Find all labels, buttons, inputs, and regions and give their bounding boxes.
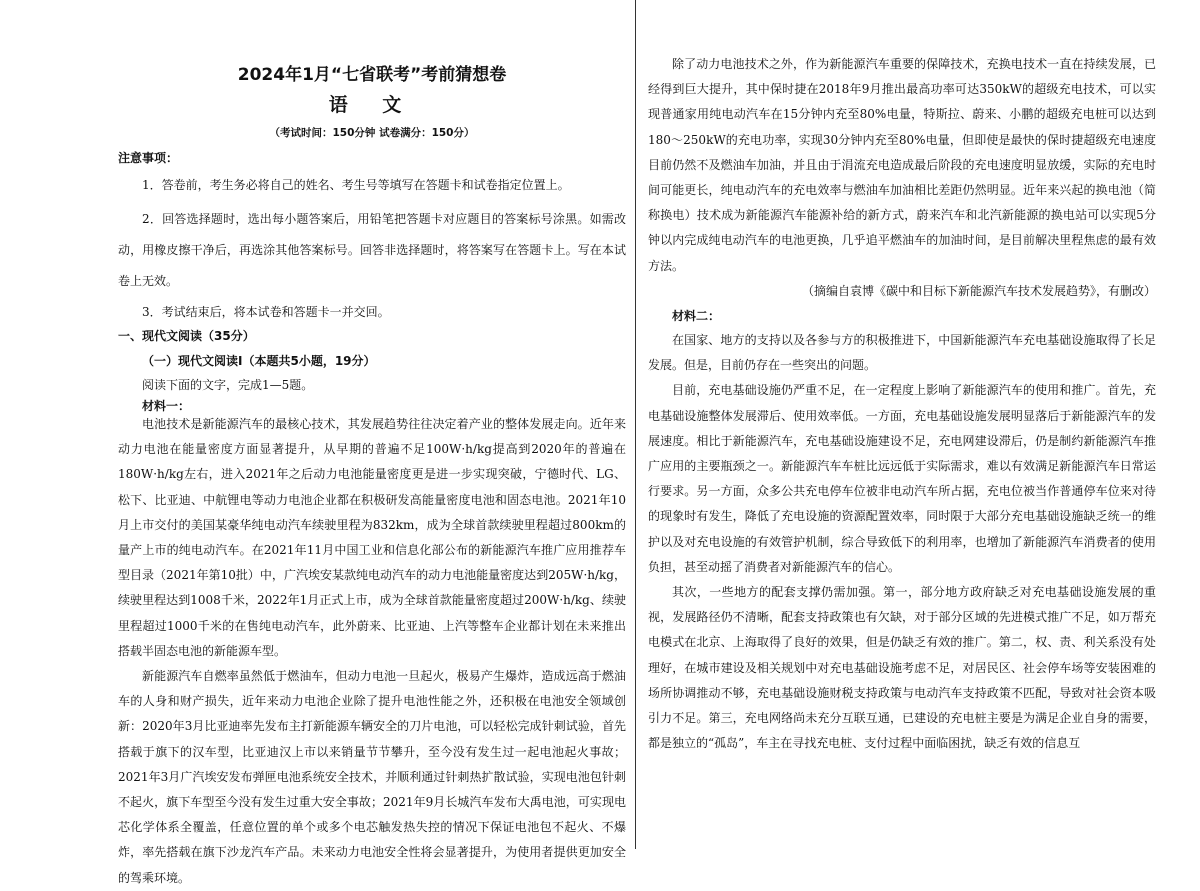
exam-title: 2024年1月“七省联考”考前猜想卷 [237, 65, 507, 85]
instruction-text: 阅读下面的文字，完成1—5题。 [142, 378, 314, 392]
section-subheading: （一）现代文阅读Ⅰ（本题共5小题，19分） [142, 354, 376, 368]
notice-item: 3．考试结束后，将本试卷和答题卡一并交回。 [142, 305, 390, 319]
material1-body [118, 412, 626, 891]
material1-paragraph: 新能源汽车自燃率虽然低于燃油车，但动力电池一旦起火，极易产生爆炸，造成远高于燃油车的人身和财产损失，近年来动力电池企业除了提升电池性能之外，还积极在电池安全领域创新：2020年3月比亚迪率先发布主打新能源车辆安全的刀片电池，可以轻松完成针刺试验，首先搭载于旗下的汉车型，比亚迪汉上市以来销量节节攀升，至今没有发生过一起电池起火事故；2021年3月广汽埃安发布弹匣电池系统安全技术，并顺利通过针刺热扩散试验，实现电池包针刺不起火，旗下车型至今没有发生过重大安全事故；2021年9月长城汽车发布大禹电池，可实现电芯化学体系全覆盖，任意位置的单个或多个电芯触发热失控的情况下保证电池包不起火、不爆炸，率先搭载在旗下沙龙汽车产品。未来动力电池安全性将会显著提升，为使用者提供更加安全的驾乘环境。 [118, 669, 626, 885]
instruction [118, 373, 626, 397]
notice-heading: 注意事项： [118, 151, 179, 165]
section-heading: 一、现代文阅读（35分） [118, 329, 255, 343]
material2-paragraph: 其次，一些地方的配套支撑仍需加强。第一，部分地方政府缺乏对充电基础设施发展的重视，发展路径仍不清晰，配套支持政策也有欠缺，对于部分区域的先进模式推广不足，如万帮充电模式在北京、上海取得了良好的效果，但是仍缺乏有效的推广。第二，权、责、利关系没有处理好，在城市建设及相关规划中对充电基础设施考虑不足，对居民区、社会停车场等安装困难的场所协调推动不够，充电基础设施财税支持政策与电动汽车支持政策不匹配，导致对社会资本吸引力不足。第三，充电网络尚未充分互联互通，已建设的充电桩主要是为满足企业自身的需要，都是独立的“孤岛”，车主在寻找充电桩、支付过程中面临困扰，缺乏有效的信息互 [648, 585, 1156, 751]
material1-paragraph: 除了动力电池技术之外，作为新能源汽车重要的保障技术，充换电技术一直在持续发展，已经得到巨大提升，其中保时捷在2018年9月推出最高功率可达350kW的超级充电技术，可以实现普通家用纯电动汽车在15分钟内充至80%电量，特斯拉、蔚来、小鹏的超级充电桩可以达到180～250kW的充电功率，实现30分钟内充至80%电量，但即使是最快的保时捷超级充电速度目前仍然不及燃油车加油，并且由于涓流充电造成最后阶段的充电速度明显放缓，实际的充电时间可能更长，纯电动汽车的充电效率与燃油车加油相比差距仍然明显。近年来兴起的换电池（简称换电）技术成为新能源汽车能源补给的新方式，蔚来汽车和北汽新能源的换电站可以实现5分钟以内完成纯电动汽车的电池更换，几乎追平燃油车的加油时间，是目前解决里程焦虑的最有效方法。 [648, 57, 1156, 273]
material1-label: 材料一： [142, 399, 191, 413]
material1-paragraph: 电池技术是新能源汽车的最核心技术，其发展趋势往往决定着产业的整体发展走向。近年来动力电池在能量密度方面显著提升，从早期的普遍不足100W·h/kg提高到2020年的普遍在180W·h/kg左右，进入2021年之后动力电池能量密度更是进一步实现突破，宁德时代、LG、松下、比亚迪、中航锂电等动力电池企业都在积极研发高能量密度电池和固态电池。2021年10月上市交付的美国某豪华纯电动汽车续驶里程为832km，成为全球首款续驶里程超过800km的量产上市的纯电动汽车。在2021年11月中国工业和信息化部公布的新能源汽车推广应用推荐车型目录（2021年第10批）中，广汽埃安某款纯电动汽车的动力电池能量密度达到205W·h/kg，续驶里程达到1008千米，2022年1月正式上市，成为全球首款能量密度超过200W·h/kg、续驶里程超过1000千米的在售纯电动汽车，此外蔚来、比亚迪、上汽等整车企业都计划在未来推出搭载半固态电池的新能源车型。 [118, 417, 626, 658]
notice-list [118, 172, 626, 325]
material1-continued [648, 52, 1156, 756]
notice-item: 2．回答选择题时，选出每小题答案后，用铅笔把答题卡对应题目的答案标号涂黑。如需改动，用橡皮擦干净后，再选涂其他答案标号。回答非选择题时，将答案写在答题卡上。写在本试卷上无效。 [118, 212, 626, 288]
notice-item: 1．答卷前，考生务必将自己的姓名、考生号等填写在答题卡和试卷指定位置上。 [142, 178, 570, 192]
material2-paragraph: 在国家、地方的支持以及各参与方的积极推进下，中国新能源汽车充电基础设施取得了长足发展。但是，目前仍存在一些突出的问题。 [648, 333, 1156, 373]
exam-info: （考试时间：150分钟 试卷满分：150分） [269, 127, 475, 139]
subject-title: 语 文 [328, 94, 416, 116]
material1-source: （摘编自袁博《碳中和目标下新能源汽车技术发展趋势》，有删改） [801, 283, 1156, 298]
material2-paragraph: 目前，充电基础设施仍严重不足，在一定程度上影响了新能源汽车的使用和推广。首先，充电基础设施整体发展滞后、使用效率低。一方面，充电基础设施发展明显落后于新能源汽车的发展速度。相比于新能源汽车，充电基础设施建设不足，充电网建设滞后，仍是制约新能源汽车推广应用的主要瓶颈之一。新能源汽车车桩比远远低于实际需求，难以有效满足新能源汽车日常运行要求。另一方面，众多公共充电停车位被非电动汽车所占据，充电位被当作普通停车位来对待的现象时有发生，降低了充电设施的资源配置效率，同时限于大部分充电基础设施缺乏统一的维护以及对充电设施的有效管护机制，综合导致低下的利用率，也增加了新能源汽车消费者的使用负担，甚至动摇了消费者对新能源汽车的信心。 [648, 383, 1156, 574]
material2-label: 材料二： [672, 309, 721, 324]
column-divider [635, 0, 636, 849]
